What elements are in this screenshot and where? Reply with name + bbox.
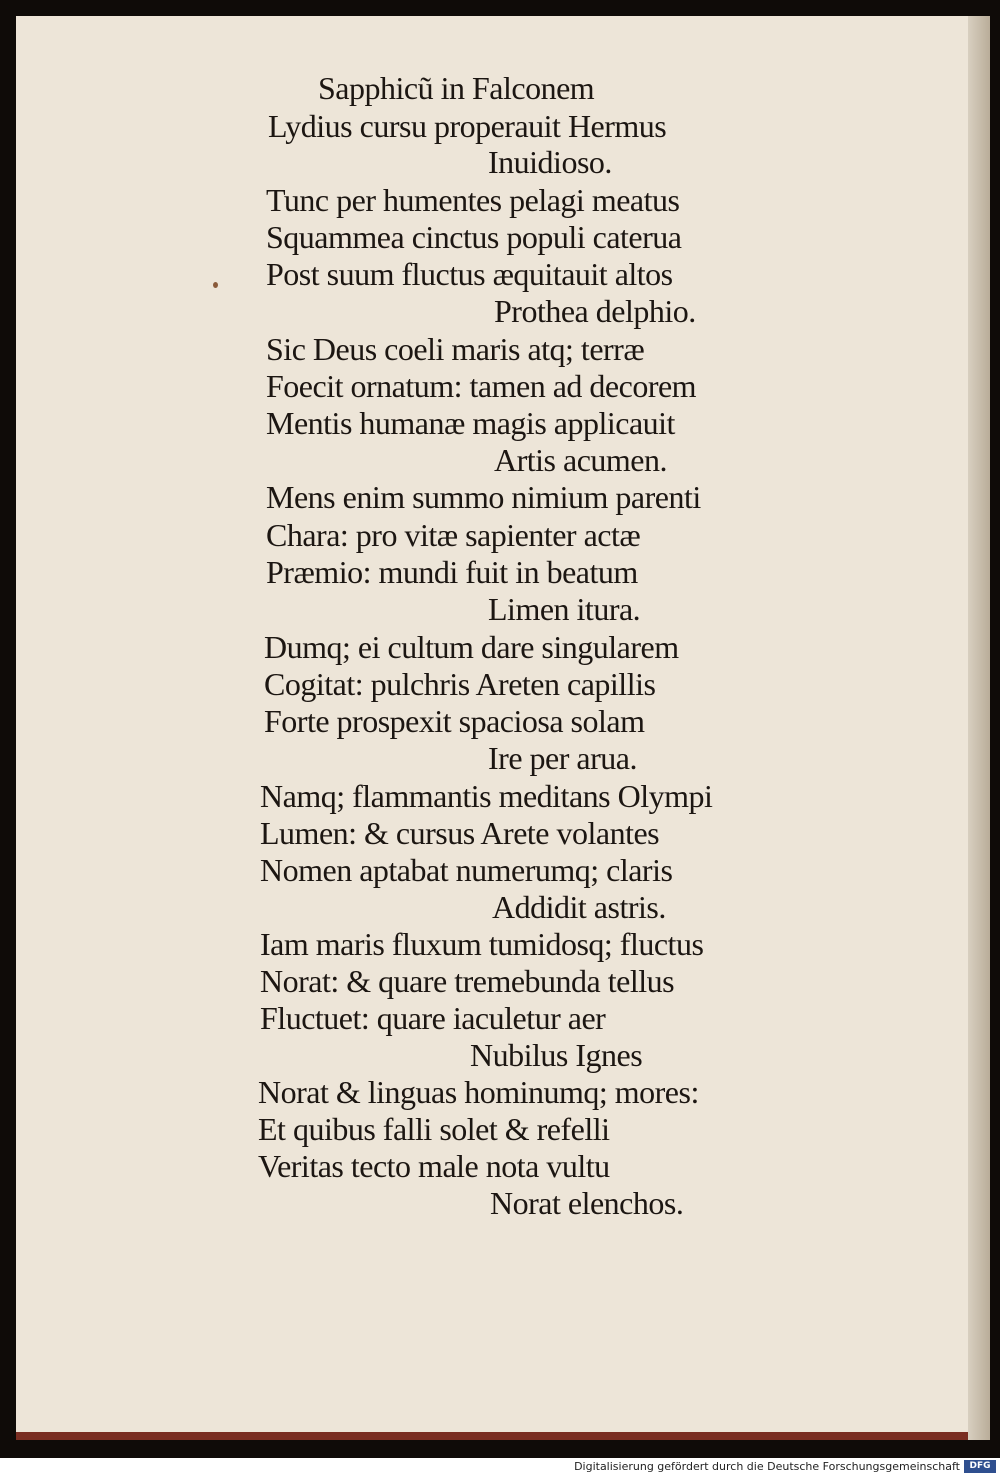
- poem-line: Nomen aptabat numerumq; claris: [260, 852, 673, 888]
- poem-line: Iam maris fluxum tumidosq; fluctus: [260, 926, 704, 962]
- poem-line: Namq; flammantis meditans Olympi: [260, 778, 713, 814]
- poem-line: Nubilus Ignes: [470, 1037, 643, 1073]
- poem-line: Lumen: & cursus Arete volantes: [260, 815, 660, 851]
- poem-line: Norat elenchos.: [490, 1185, 684, 1221]
- poem-line: Prothea delphio.: [494, 293, 696, 329]
- poem-line: Tunc per humentes pelagi meatus: [266, 182, 680, 218]
- poem-line: Et quibus falli solet & refelli: [258, 1111, 610, 1147]
- poem-line: Præmio: mundi fuit in beatum: [266, 554, 638, 590]
- poem-line: Norat: & quare tremebunda tellus: [260, 963, 675, 999]
- poem-line: Cogitat: pulchris Areten capillis: [264, 666, 656, 702]
- poem-line: Inuidioso.: [488, 144, 612, 180]
- footer-bar: [0, 1458, 1000, 1476]
- poem-line: Squammea cinctus populi caterua: [266, 219, 682, 255]
- poem-title: Sapphicũ in Falconem: [318, 70, 595, 106]
- poem-line: Limen itura.: [488, 591, 641, 627]
- poem-line: Sic Deus coeli maris atq; terræ: [266, 331, 645, 367]
- poem-line: Foecit ornatum: tamen ad decorem: [266, 368, 697, 404]
- poem-line: Norat & linguas hominumq; mores:: [258, 1074, 699, 1110]
- digitization-credit: Digitalisierung gefördert durch die Deutsche Forschungsgemeinschaft: [574, 1460, 960, 1473]
- poem-line: Ire per arua.: [488, 740, 637, 776]
- poem-line: Mentis humanæ magis applicauit: [266, 405, 675, 441]
- poem-line: Forte prospexit spaciosa solam: [264, 703, 645, 739]
- poem-line: Dumq; ei cultum dare singularem: [264, 629, 679, 665]
- poem-line: Lydius cursu properauit Hermus: [268, 108, 667, 144]
- poem-line: Chara: pro vitæ sapienter actæ: [266, 517, 641, 553]
- poem-line: Post suum fluctus æquitauit altos: [266, 256, 673, 292]
- poem-line: Artis acumen.: [494, 442, 667, 478]
- poem-line: Mens enim summo nimium parenti: [266, 479, 701, 515]
- poem-line: Addidit astris.: [492, 889, 666, 925]
- poem-line: Veritas tecto male nota vultu: [258, 1148, 610, 1184]
- poem-line: Fluctuet: quare iaculetur aer: [260, 1000, 606, 1036]
- dfg-logo: DFG: [964, 1460, 996, 1473]
